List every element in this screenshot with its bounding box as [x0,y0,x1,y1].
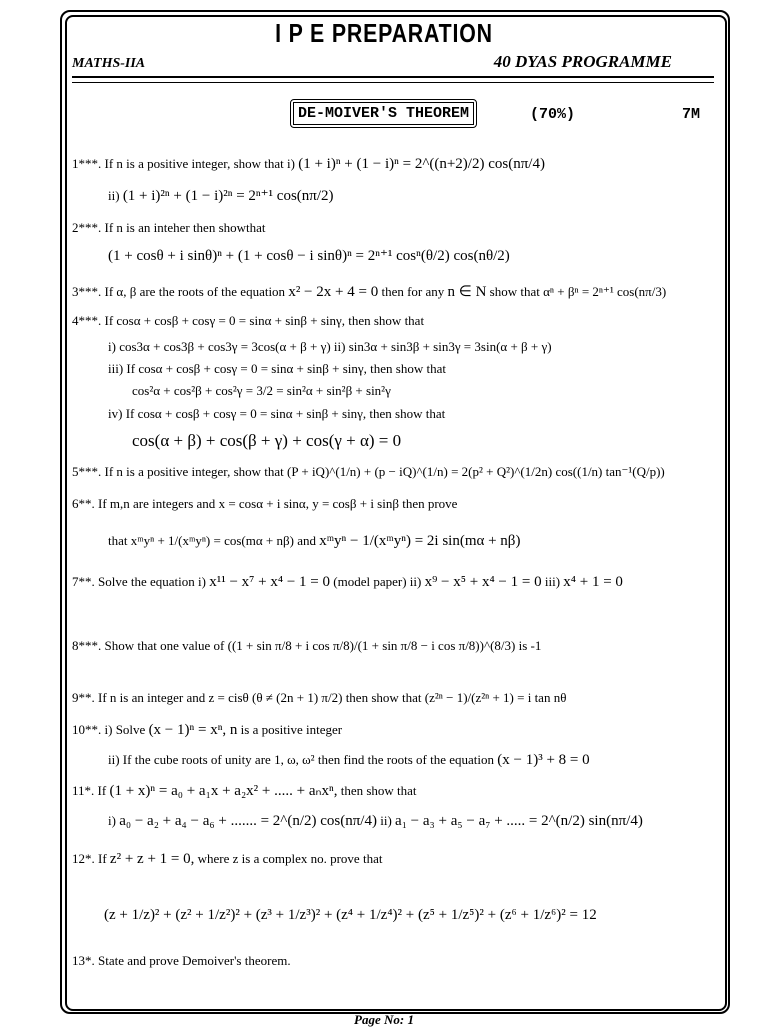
question-math: (1 + i)²ⁿ + (1 − i)²ⁿ = 2ⁿ⁺¹ cos(nπ/2) [122,188,334,204]
header-rule-thin [72,82,714,83]
question-number: 1***. [72,156,102,171]
question-text: If n is an inteher then showthat [104,220,266,235]
question-number: 6**. [72,496,95,511]
question-number: 7**. [72,574,95,589]
question-text: If m,n are integers and [98,496,216,511]
question-math: x¹¹ − x⁷ + x⁴ − 1 = 0 [209,574,330,590]
question-math: cos(α + β) + cos(β + γ) + cos(γ + α) = 0 [132,431,402,450]
page-title: I P E PREPARATION [275,18,493,48]
question-math: (1 + i)ⁿ + (1 − i)ⁿ = 2^((n+2)/2) cos(nπ/4) [298,156,545,172]
question-11-parts [108,812,643,830]
question-12 [72,850,382,868]
question-8 [72,637,541,655]
question-math: ((1 + sin π/8 + i cos π/8)/(1 + sin π/8 − i cos π/8))^(8/3) [227,638,516,653]
question-4 [72,312,424,330]
question-number: 4***. [72,313,102,328]
question-text: If n is an integer and [98,690,206,705]
programme-label: 40 DYAS PROGRAMME [493,52,672,71]
question-math: (1 + x)ⁿ = a₀ + a₁x + a₂x² + ..... + aₙxⁿ, [109,783,338,799]
question-text: ii) If the cube roots of unity are [108,752,271,767]
question-text-2: then show that [345,690,422,705]
question-10 [72,721,342,739]
question-4-part-iv [108,405,445,423]
question-number: 3***. [72,284,102,299]
question-text: ii) [108,188,120,203]
page-number: Page No: 1 [354,1012,414,1027]
question-13 [72,952,291,970]
question-text: i) [108,813,116,828]
question-5 [72,463,665,481]
question-text: If cosα + cosβ + cosγ = 0 = sinα + sinβ + sinγ, then show that [104,313,425,328]
question-math-3: αⁿ + βⁿ = 2ⁿ⁺¹ cos(nπ/3) [543,284,667,299]
question-math: (P + iQ)^(1/n) + (p − iQ)^(1/n) = 2(p² + Q²)^(1/2n) cos((1/n) tan⁻¹(Q/p)) [287,464,665,479]
question-text-2: ii) [380,813,392,828]
question-math: z² + z + 1 = 0, [109,851,195,867]
question-text-3: show that [489,284,540,299]
question-text: iii) If cosα + cosβ + cosγ = 0 = sinα + sinβ + sinγ, then show that [108,361,446,376]
question-12-math [104,906,597,924]
question-number: 9**. [72,690,95,705]
question-math: z = cisθ (θ ≠ (2n + 1) π/2) [208,690,343,705]
question-math: (x − 1)ⁿ = xⁿ, n [148,722,238,738]
question-math: x² − 2x + 4 = 0 [288,284,379,300]
question-text: i) cos3α + cos3β + cos3γ = 3cos(α + β + γ) ii) sin3α + sin3β + sin3γ = 3sin(α + β + γ) [108,339,552,354]
question-text: State and prove Demoiver's theorem. [98,953,291,968]
question-1-part-ii [108,187,334,205]
question-10-part-ii [108,751,590,769]
question-number: 11*. [72,783,95,798]
question-4-part-iii [108,360,446,378]
question-math: (z + 1/z)² + (z² + 1/z²)² + (z³ + 1/z³)² + (z⁴ + 1/z⁴)² + (z⁵ + 1/z⁵)² + (z⁶ + 1/z⁶)² = 12 [104,907,597,923]
question-text-2: (model paper) ii) [333,574,422,589]
question-4-part-iii-math [132,382,391,400]
question-math-2: x⁹ − x⁵ + x⁴ − 1 = 0 [424,574,542,590]
question-3 [72,283,666,301]
question-text-2: and [297,533,316,548]
question-text-2: then prove [402,496,458,511]
question-math-2: a₁ − a₃ + a₅ − a₇ + ..... = 2^(n/2) sin(nπ/4) [395,813,643,829]
question-6 [72,495,457,513]
question-math: (1 + cosθ + i sinθ)ⁿ + (1 + cosθ − i sinθ)ⁿ = 2ⁿ⁺¹ cosⁿ(θ/2) cos(nθ/2) [108,248,510,264]
question-4-part-iv-math [132,432,401,451]
header-rule-thick [72,76,714,78]
question-math: cos²α + cos²β + cos²γ = 3/2 = sin²α + sin²β + sin²γ [132,383,391,398]
question-text-2: then find the roots of the equation [317,752,495,767]
question-2 [72,219,266,237]
question-text-2: is -1 [518,638,542,653]
question-text: If n is a positive integer, show that [104,464,284,479]
topic-weight: (70%) [530,106,576,123]
question-1 [72,155,545,173]
question-text-2: then for any [381,284,445,299]
question-math-2: xᵐyⁿ − 1/(xᵐyⁿ) = 2i sin(mα + nβ) [319,533,521,549]
question-9 [72,689,566,707]
question-11 [72,782,417,800]
question-text: If α, β are the roots of the equation [104,284,286,299]
question-text: iv) If cosα + cosβ + cosγ = 0 = sinα + sinβ + sinγ, then show that [108,406,446,421]
question-text: Solve the equation i) [98,574,206,589]
question-text-3: iii) [544,574,561,589]
topic-marks: 7M [682,106,701,123]
question-math-2: (x − 1)³ + 8 = 0 [497,752,590,768]
question-number: 8***. [72,638,102,653]
question-number: 12*. [72,851,95,866]
question-text: If [97,783,107,798]
question-math: 1, ω, ω² [274,752,315,767]
question-text: i) Solve [104,722,146,737]
question-text: If n is a positive integer, show that i) [104,156,295,171]
question-6-part-2 [108,532,520,550]
subject-label: MATHS-IIA [72,56,146,71]
question-number: 10**. [72,722,102,737]
question-text-2: then show that [340,783,417,798]
question-text-2: is a positive integer [240,722,343,737]
question-math-2: n ∈ N [447,284,487,300]
question-text: that [108,533,128,548]
question-math-2: (z²ⁿ − 1)/(z²ⁿ + 1) = i tan nθ [424,690,567,705]
question-math-3: x⁴ + 1 = 0 [563,574,623,590]
question-7 [72,573,623,591]
question-2-math [108,247,510,265]
question-text: Show that one value of [104,638,225,653]
question-4-parts-i-ii [108,338,552,356]
question-math: a₀ − a₂ + a₄ − a₆ + ....... = 2^(n/2) cos(nπ/4) [119,813,377,829]
question-math: x = cosα + i sinα, y = cosβ + i sinβ [218,496,399,511]
question-text-2: where z is a complex no. prove that [197,851,383,866]
question-number: 2***. [72,220,102,235]
question-math: xᵐyⁿ + 1/(xᵐyⁿ) = cos(mα + nβ) [130,533,294,548]
question-number: 13*. [72,953,95,968]
question-number: 5***. [72,464,102,479]
question-text: If [98,851,107,866]
topic-box: DE-MOIVER'S THEOREM [293,102,474,125]
